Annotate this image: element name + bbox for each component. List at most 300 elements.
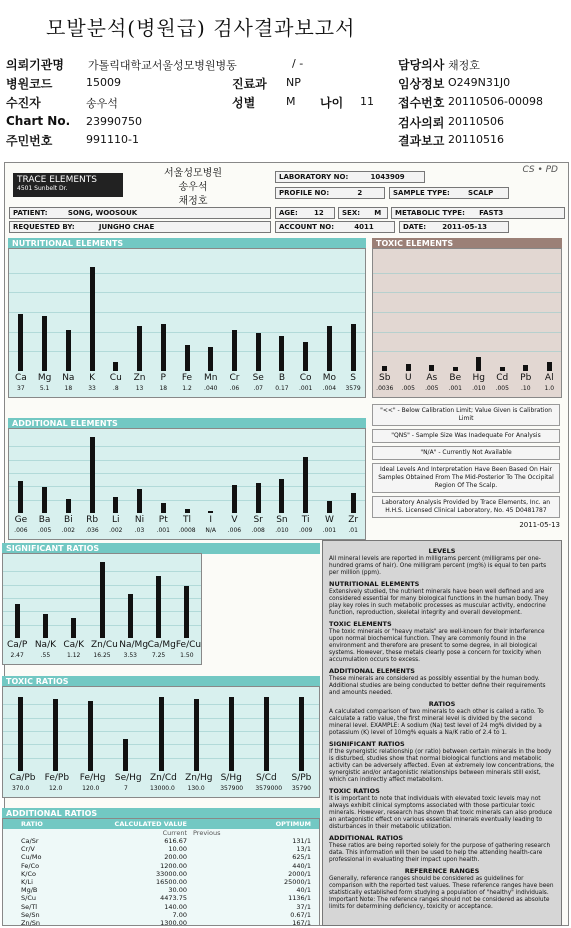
value-label: 370.0	[11, 785, 30, 792]
toxic-ratios-chart	[2, 686, 320, 798]
section-heading: LEVELS	[428, 547, 456, 555]
subheader-spacer	[3, 829, 83, 837]
value-label: 120.0	[82, 785, 100, 792]
stamp-line-1: 서울성모병원	[164, 168, 222, 179]
table-row	[3, 853, 319, 861]
category-label: Pb	[520, 373, 532, 383]
legend-date: 2011-05-13	[519, 521, 560, 529]
value-label: .06	[229, 385, 240, 392]
value-label: 7.25	[151, 652, 166, 659]
handwritten-note: CS • PD	[522, 165, 558, 175]
ratio-current: 16500.00	[155, 877, 187, 886]
patient-label: PATIENT:	[13, 209, 48, 217]
header-field-label: 결과보고	[398, 134, 445, 148]
value-label: .001	[156, 527, 170, 534]
ratio-name: S/Cu	[21, 894, 36, 903]
value-label: .010	[472, 385, 486, 392]
value-label: .005	[425, 385, 439, 392]
value-label: 18	[64, 385, 73, 392]
value-label: 7	[123, 785, 128, 792]
grid-line	[9, 332, 365, 333]
category-label: Sn	[276, 515, 288, 525]
ratio-optimum: 25000/1	[283, 877, 311, 886]
bar-zn-cd	[159, 697, 164, 771]
category-label: As	[426, 373, 438, 383]
date-label: DATE:	[403, 223, 427, 231]
ratio-previous	[193, 878, 233, 886]
lab-logo-address: 4501 Sunbelt Dr.	[17, 185, 68, 192]
category-label: Zn/Cu	[91, 640, 118, 650]
value-label: .005	[37, 527, 52, 534]
bar-pb	[523, 365, 528, 371]
ratio-current: 7.00	[172, 910, 187, 919]
value-label: 13	[135, 385, 144, 392]
table-row	[3, 886, 319, 894]
value-label: 3579	[345, 385, 361, 392]
section-heading: RATIOS	[428, 700, 456, 708]
bar-fe-cu	[184, 586, 189, 638]
value-label: 1.50	[180, 652, 194, 659]
ratio-previous	[193, 886, 233, 894]
bar-bi	[66, 499, 71, 513]
category-label: Mg	[37, 373, 52, 383]
category-label: Pt	[158, 515, 168, 525]
header-field-label: Chart No.	[6, 114, 71, 128]
grid-line	[9, 460, 365, 461]
header-field-label: 검사의뢰	[398, 116, 445, 130]
legend-note: Laboratory Analysis Provided by Trace Elements, Inc. an H.H.S. Licensed Clinical Laboratory, No. 45 D0481787	[372, 496, 560, 518]
ratio-current: 10.00	[168, 845, 187, 854]
bar-pt	[161, 503, 166, 513]
bar-ca-pb	[18, 697, 23, 771]
ratio-current: 616.67	[164, 837, 187, 845]
bar-ca	[18, 314, 23, 371]
value-label: .008	[251, 527, 265, 534]
category-label: S/Hg	[220, 773, 242, 783]
header-field-value: 채정호	[448, 59, 480, 72]
ratio-optimum: 440/1	[292, 861, 311, 870]
category-label: Zn/Cd	[150, 773, 177, 783]
category-label: Sr	[253, 515, 263, 525]
ratio-name: Zn/Sn	[21, 918, 41, 927]
bar-s	[351, 324, 356, 371]
category-label: U	[404, 373, 412, 383]
ratio-previous	[193, 837, 233, 845]
requested-by-label: REQUESTED BY:	[13, 223, 75, 231]
section-heading: NUTRITIONAL ELEMENTS	[329, 580, 420, 588]
value-label: 35790	[291, 785, 311, 792]
toxic-elements-header: TOXIC ELEMENTS	[372, 238, 562, 249]
category-label: P	[160, 373, 166, 383]
value-label: 3579000	[255, 785, 283, 792]
header-field-value: 991110-1	[86, 133, 139, 146]
column-header: CALCULATED VALUE	[114, 820, 187, 828]
table-row	[3, 837, 319, 845]
category-label: Ni	[134, 515, 145, 525]
bar-rb	[90, 437, 95, 513]
grid-line	[373, 332, 561, 333]
profile-value: 2	[357, 189, 363, 197]
ratio-previous	[193, 911, 233, 919]
ratio-name: K/Li	[21, 877, 33, 886]
header-field-label: 나이	[320, 96, 344, 110]
section-paragraph: The toxic minerals or "heavy metals" are well-known for their interference upon normal biochemical function. They are commonly found in the environment and therefore are present to some degree, in all biological systems. However, these metals clearly pose a concern for toxicity when accumulation occurs to excess.	[329, 629, 545, 663]
bar-co	[303, 342, 308, 372]
category-label: Hg	[472, 373, 485, 383]
table-row	[3, 894, 319, 902]
section-paragraph: These ratios are being reported solely for the purpose of gathering research data. This information will then be used to help the attending health-care professional in evaluating their impact upon health.	[329, 843, 551, 863]
table-row	[3, 862, 319, 870]
category-label: Ca/Mg	[147, 640, 176, 650]
metabolic-type-value: FAST3	[479, 209, 504, 217]
value-label: 3.53	[123, 652, 137, 659]
value-label: 130.0	[187, 785, 205, 792]
bar-u	[406, 364, 411, 371]
value-label: .005	[495, 385, 509, 392]
bar-s-cd	[264, 697, 269, 771]
sex-field	[338, 207, 388, 219]
value-label: .004	[322, 385, 337, 392]
bar-na-mg	[128, 594, 133, 638]
category-label: Li	[112, 515, 120, 525]
account-value: 4011	[354, 223, 374, 231]
ratio-optimum: 40/1	[296, 886, 311, 895]
value-label: .55	[40, 652, 51, 659]
category-label: Be	[449, 373, 462, 383]
section-paragraph: Generally, reference ranges should be considered as guidelines for comparison with the reported test values. These reference ranges have been statistically established form studying a population of "healthy" individuals. Important Note: The reference ranges should not be considered as absolute limits for determining deficiency, toxicity or acceptance.	[329, 876, 554, 910]
grid-line	[9, 446, 365, 447]
section-heading: ADDITIONAL RATIOS	[329, 834, 404, 842]
bar-sn	[279, 479, 284, 513]
value-label: .07	[253, 385, 263, 392]
section-heading: ADDITIONAL ELEMENTS	[329, 667, 415, 675]
header-field-value: 15009	[86, 76, 121, 89]
ratio-previous	[193, 919, 233, 927]
category-label: Se	[252, 373, 264, 383]
category-label: Fe	[181, 373, 193, 383]
bar-zr	[351, 493, 356, 513]
bar-se	[256, 333, 261, 371]
value-label: 357900	[220, 785, 244, 792]
grid-line	[373, 273, 561, 274]
header-field-value: 20110506	[448, 115, 504, 128]
additional-ratios-table	[2, 818, 320, 926]
patient-field	[9, 207, 271, 219]
bar-na	[66, 330, 71, 371]
bar-fe-pb	[53, 699, 58, 771]
bar-al	[547, 362, 552, 371]
header-row	[0, 114, 571, 132]
bar-se-hg	[123, 739, 128, 771]
value-label: .0036	[376, 385, 394, 392]
legend-note: "QNS" - Sample Size Was Inadequate For Analysis	[372, 429, 560, 443]
ratio-previous	[193, 870, 233, 878]
value-label: .001	[298, 385, 313, 392]
header-row	[0, 132, 571, 150]
value-label: 12.0	[48, 785, 63, 792]
header-field-value: O249N31J0	[448, 76, 511, 89]
bar-mn	[208, 347, 213, 371]
value-label: 5.1	[39, 385, 50, 392]
bar-s-hg	[229, 697, 234, 771]
ratio-optimum: 37/1	[296, 902, 311, 911]
bar-ca-p	[15, 604, 20, 638]
bar-mg	[42, 316, 47, 371]
category-label: Fe/Hg	[79, 773, 106, 783]
table-row	[3, 911, 319, 919]
ratio-current: 1200.00	[160, 861, 187, 870]
ratio-optimum: 13/1	[296, 845, 311, 854]
grid-line	[9, 312, 365, 313]
legend-note: Ideal Levels And Interpretation Have Been Based On Hair Samples Obtained From The Mid-Posterior To The Occipital Region Of The Scalp.	[372, 463, 560, 493]
account-label: ACCOUNT NO:	[279, 223, 335, 231]
profile-field	[275, 187, 385, 199]
header-row	[0, 94, 571, 112]
table-row	[3, 870, 319, 878]
category-label: S	[350, 373, 356, 383]
bar-ca-mg	[156, 576, 161, 638]
profile-label: PROFILE NO:	[279, 189, 330, 197]
bar-v	[232, 485, 237, 513]
lab-number-label: LABORATORY NO:	[279, 173, 349, 181]
category-label: Fe/Cu	[175, 640, 202, 650]
value-label: .002	[61, 527, 75, 534]
bar-s-pb	[299, 697, 304, 771]
value-label: 1.12	[67, 652, 81, 659]
ratio-previous	[193, 845, 233, 853]
ratio-name: Cr/V	[21, 845, 35, 854]
category-label: Na/Mg	[119, 640, 149, 650]
ratio-optimum: 131/1	[292, 837, 311, 845]
category-label: Na	[62, 373, 75, 383]
section-heading: SIGNIFICANT RATIOS	[329, 740, 405, 748]
section-paragraph: If the synergistic relationship (or ratio) between certain minerals in the body is disturbed, studies show that normal biological functions and metabolic activity can be adversely affected. Even at extremely low concentrations, the synergistic and/or antagonistic relationships between minerals still exist, which can indirectly affect metabolism.	[329, 749, 555, 783]
category-label: Co	[299, 373, 312, 383]
ratio-optimum: 625/1	[292, 853, 311, 862]
bar-ti	[303, 457, 308, 513]
ratio-current: 1300.00	[160, 918, 187, 927]
metabolic-type-field	[391, 207, 565, 219]
ratio-optimum: 0.67/1	[290, 910, 311, 919]
ratio-name: Fe/Co	[21, 861, 40, 870]
ratio-name: Mg/B	[21, 886, 38, 895]
legend-note: "N/A" - Currently Not Available	[372, 446, 560, 460]
header-field-label: 접수번호	[398, 96, 445, 110]
grid-line	[9, 486, 365, 487]
section-heading: TOXIC ELEMENTS	[329, 620, 392, 628]
header-field-label: 임상정보	[398, 77, 445, 91]
explanation-panel	[322, 540, 562, 926]
category-label: Fe/Pb	[44, 773, 70, 783]
value-label: 37	[17, 385, 25, 392]
grid-line	[9, 292, 365, 293]
value-label: .0008	[178, 527, 196, 534]
value-label: 0.17	[275, 385, 289, 392]
bar-zn-hg	[194, 699, 199, 771]
category-label: S/Pb	[291, 773, 312, 783]
value-label: .036	[85, 527, 99, 534]
category-label: Ca/Pb	[9, 773, 36, 783]
ratio-name: Cu/Mo	[21, 853, 42, 862]
header-field-value: 송우석	[86, 97, 118, 110]
category-label: Na/K	[34, 640, 57, 650]
table-subheader	[3, 829, 319, 837]
hospital-stamp	[143, 167, 243, 209]
ratio-current: 4473.75	[160, 894, 187, 903]
category-label: Bi	[63, 515, 73, 525]
ratio-name: Se/Tl	[21, 902, 38, 911]
account-field	[275, 221, 395, 233]
bar-ni	[137, 489, 142, 513]
value-label: 1.0	[544, 385, 555, 392]
header-field-label: 주민번호	[6, 134, 53, 148]
bar-b	[279, 336, 284, 371]
category-label: V	[231, 515, 238, 525]
ratio-current: 33000.00	[155, 869, 187, 878]
value-label: .001	[448, 385, 462, 392]
table-row	[3, 878, 319, 886]
section-paragraph: A calculated comparison of two minerals to each other is called a ratio. To calculate a ratio value, the first mineral level is divided by the second mineral level. EXAMPLE: A sodium (Na) test level of 24 mg% divided by a potassium (K) level of 10mg% equals a Na/K ratio of 2.4 to 1.	[329, 709, 544, 736]
category-label: I	[209, 515, 213, 525]
significant-ratios-chart	[2, 553, 202, 665]
ratio-current: 30.00	[168, 886, 187, 895]
nutritional-chart	[8, 248, 366, 398]
value-label: .03	[134, 527, 145, 534]
category-label: Zn/Hg	[185, 773, 213, 783]
column-header	[193, 819, 233, 829]
value-label: .8	[112, 385, 119, 392]
ratio-previous	[193, 894, 233, 902]
grid-line	[9, 473, 365, 474]
nutritional-elements-header: NUTRITIONAL ELEMENTS	[8, 238, 366, 249]
age-label: AGE:	[279, 209, 298, 217]
sample-type-field	[389, 187, 509, 199]
bar-w	[327, 501, 332, 513]
table-header	[3, 819, 319, 829]
table-row	[3, 903, 319, 911]
section-paragraph: All mineral levels are reported in milligrams percent (milligrams per one-hundred grams of hair). One milligram percent (mg%) is equal to ten parts per million (ppm).	[329, 556, 547, 576]
ratio-optimum: 1136/1	[288, 894, 311, 903]
header-field-value: 23990750	[86, 115, 142, 128]
sample-type-label: SAMPLE TYPE:	[393, 189, 450, 197]
date-field	[399, 221, 509, 233]
category-label: Ca	[14, 373, 27, 383]
column-header: RATIO	[21, 820, 43, 828]
ratio-previous	[193, 862, 233, 870]
lab-logo-text: TRACE ELEMENTS	[17, 175, 97, 185]
grid-line	[9, 273, 365, 274]
bar-mo	[327, 326, 332, 371]
ratio-name: Ca/Sr	[21, 837, 39, 845]
lab-number-value: 1043909	[370, 173, 405, 181]
category-label: Ti	[301, 515, 310, 525]
category-label: Cu	[109, 373, 122, 383]
age-value: 12	[313, 209, 324, 217]
bar-k	[90, 267, 95, 371]
header-field-label: 의뢰기관명	[6, 58, 64, 72]
value-label: .001	[322, 527, 337, 534]
metabolic-type-label: METABOLIC TYPE:	[395, 209, 465, 217]
requested-by-value: JUNGHO CHAE	[98, 223, 155, 231]
category-label: S/Cd	[255, 773, 277, 783]
category-label: Ge	[14, 515, 28, 525]
value-label: .002	[109, 527, 123, 534]
column-header: OPTIMUM	[275, 820, 311, 828]
legend-notes	[372, 404, 560, 529]
section-paragraph: It is important to note that individuals with elevated toxic levels may not always exhibit clinical symptoms associated with those particular toxic minerals. However, research has shown that toxic minerals can also produce an antagonistic effect on various essential minerals eventually leading to disturbances in their metabolic utilization.	[329, 796, 553, 830]
value-label: .10	[520, 385, 531, 392]
header-field-value: 가톨릭대학교서울성모병원병동	[88, 59, 237, 72]
additional-elements-header: ADDITIONAL ELEMENTS	[8, 418, 366, 429]
category-label: Mn	[203, 373, 218, 383]
page-title: 모발분석(병원급) 검사결과보고서	[46, 16, 356, 40]
category-label: Tl	[183, 515, 191, 525]
ratio-optimum: 2000/1	[288, 869, 311, 878]
section-heading: REFERENCE RANGES	[404, 867, 480, 875]
sex-label: SEX:	[342, 209, 361, 217]
category-label: Cd	[496, 373, 509, 383]
value-label: 16.25	[93, 652, 111, 659]
value-label: .040	[204, 385, 218, 392]
age-field	[275, 207, 335, 219]
value-label: .006	[227, 527, 242, 534]
section-paragraph: These minerals are considered as possibly essential by the human body. Additional studies are being conducted to better define their requirements and amounts needed.	[329, 676, 546, 696]
subheader-previous: Previous	[193, 829, 221, 837]
bar-fe	[185, 345, 190, 371]
value-label: .005	[401, 385, 415, 392]
stamp-line-3: 채정호	[178, 196, 208, 207]
bar-as	[429, 365, 434, 371]
bar-li	[113, 497, 118, 513]
table-row	[3, 919, 319, 927]
legend-note: "<<" - Below Calibration Limit; Value Given is Calibration Limit	[372, 404, 560, 426]
toxic-ratios-header: TOXIC RATIOS	[2, 676, 320, 687]
header-field-value: / -	[292, 57, 304, 70]
category-label: Cr	[229, 373, 240, 383]
section-paragraph: Extensively studied, the nutrient minerals have been well defined and are considered essential for many biological functions in the human body. They play key roles in such metabolic processes as muscular activity, endocrine function, reproduction, skeletal integrity and overall development.	[329, 589, 549, 616]
header-field-value: NP	[286, 76, 301, 89]
category-label: K	[89, 373, 96, 383]
bar-ba	[42, 487, 47, 513]
category-label: Zn	[133, 373, 146, 383]
bar-ge	[18, 481, 23, 513]
value-label: 13000.0	[150, 785, 175, 792]
category-label: Ca/K	[63, 640, 85, 650]
category-label: B	[278, 373, 286, 383]
value-label: 2.47	[10, 652, 24, 659]
category-label: Zr	[348, 515, 359, 525]
ratio-previous	[193, 903, 233, 911]
grid-line	[373, 351, 561, 352]
header-field-value: M	[286, 95, 296, 108]
value-label: 18	[159, 385, 168, 392]
significant-ratios-header: SIGNIFICANT RATIOS	[2, 543, 320, 554]
toxic-chart	[372, 248, 562, 398]
additional-chart	[8, 428, 366, 540]
lab-logo	[13, 173, 123, 197]
category-label: Rb	[86, 515, 99, 525]
stamp-line-2: 송우석	[178, 182, 208, 193]
table-row	[3, 845, 319, 853]
header-field-label: 진료과	[232, 77, 267, 91]
ratio-name: K/Co	[21, 869, 36, 878]
section-heading: TOXIC RATIOS	[329, 787, 380, 795]
ratio-optimum: 167/1	[292, 918, 311, 927]
grid-line	[373, 312, 561, 313]
bar-cu	[113, 362, 118, 371]
bar-fe-hg	[88, 701, 93, 771]
bar-tl	[185, 509, 190, 513]
